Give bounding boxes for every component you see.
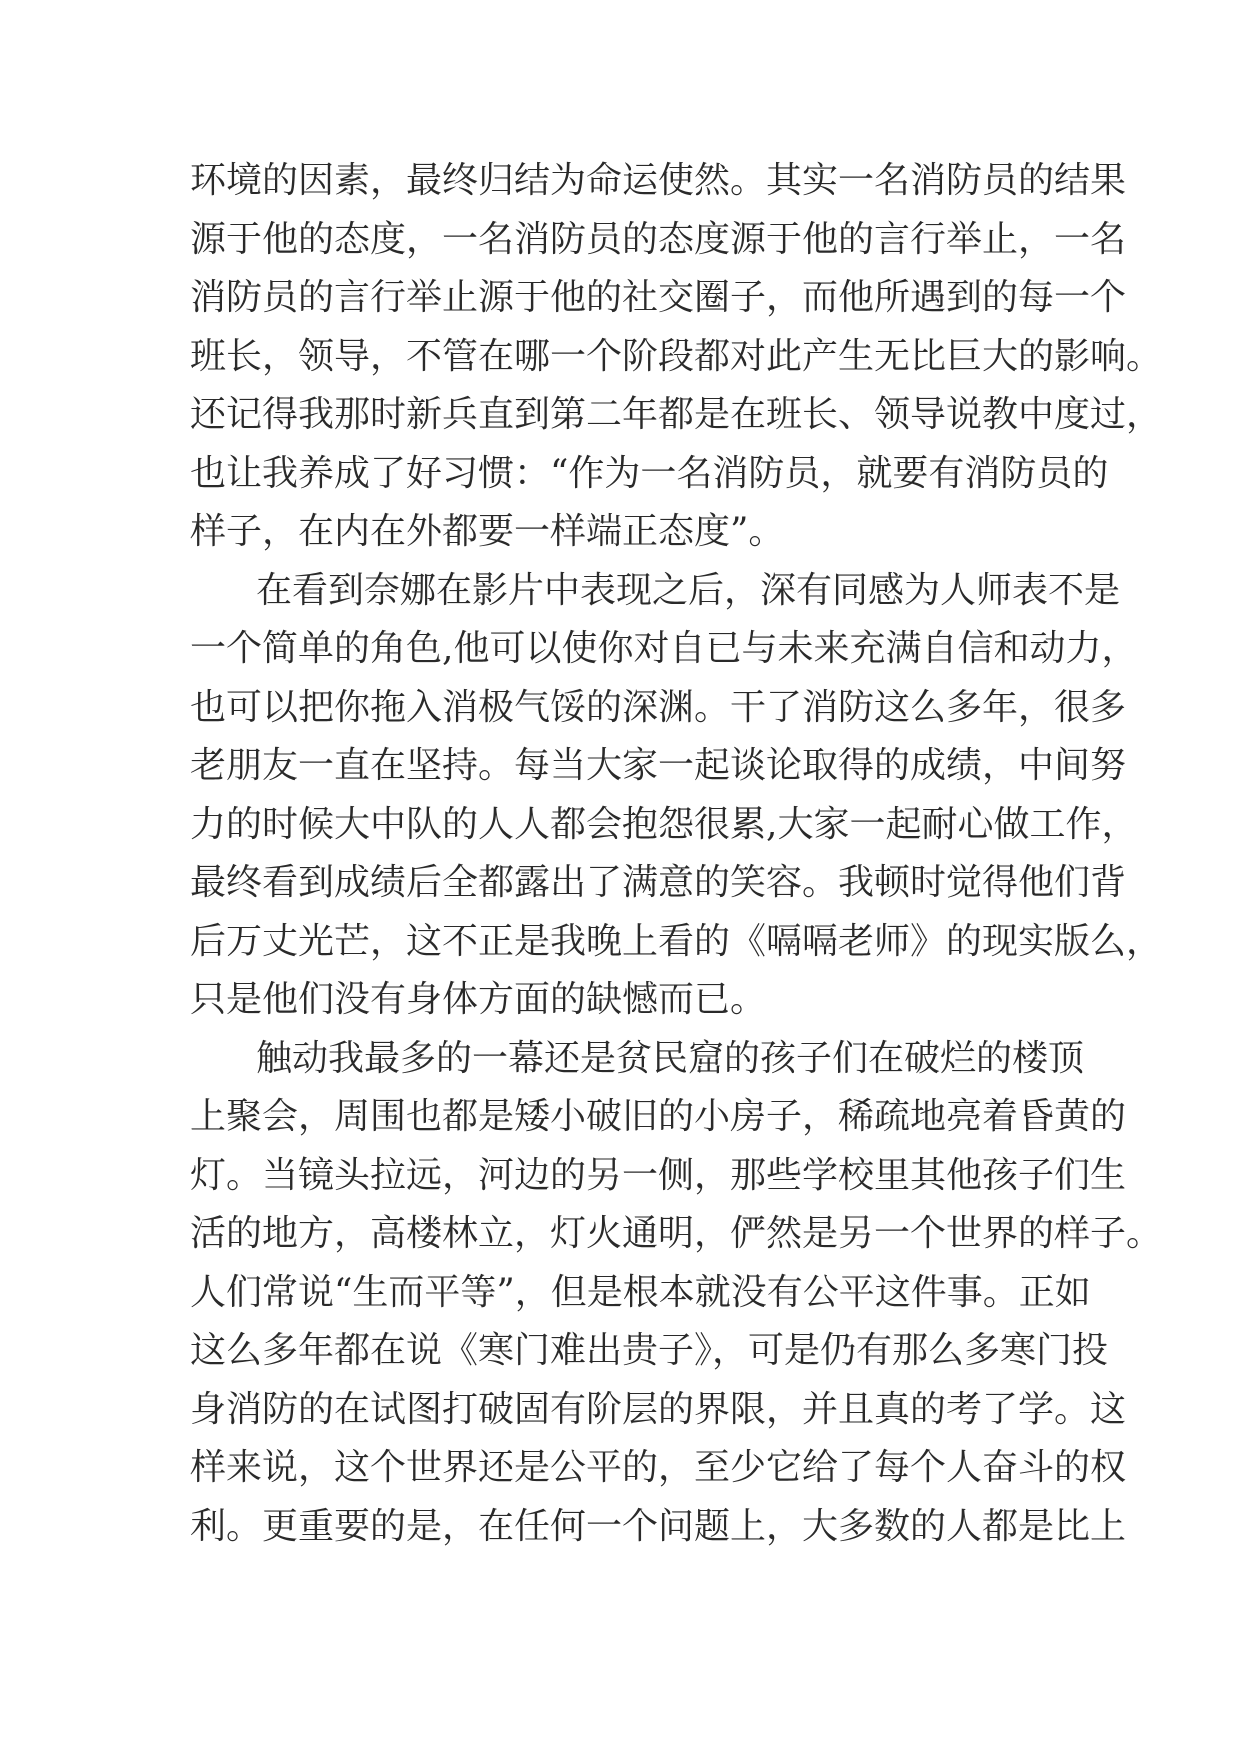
text-line: 身消防的在试图打破固有阶层的界限，并且真的考了学。这 <box>190 1388 1127 1430</box>
text-line: 也让我养成了好习惯：“作为一名消防员，就要有消防员的 <box>190 452 1109 494</box>
text-line: 环境的因素，最终归结为命运使然。其实一名消防员的结果 <box>190 160 1127 201</box>
text-line: 老朋友一直在坚持。每当大家一起谈论取得的成绩，中间努 <box>190 745 1127 786</box>
text-line: 最终看到成绩后全都露出了满意的笑容。我顿时觉得他们背 <box>190 862 1127 903</box>
body-text <box>190 152 1163 1556</box>
text-line: 触动我最多的一幕还是贫民窟的孩子们在破烂的楼顶 <box>256 1037 1085 1079</box>
text-line: 这么多年都在说《寒门难出贵子》，可是仍有那么多寒门投 <box>190 1330 1109 1371</box>
text-line: 活的地方，高楼林立，灯火通明，俨然是另一个世界的样子。 <box>190 1213 1163 1254</box>
text-line: 力的时候大中队的人人都会抱怨很累,大家一起耐心做工作， <box>190 803 1138 845</box>
text-line: 后万丈光芒，这不正是我晚上看的《嗝嗝老师》的现实版么， <box>190 920 1163 962</box>
text-line: 样子，在内在外都要一样端正态度”。 <box>190 511 785 552</box>
text-line: 一个简单的角色,他可以使你对自已与未来充满自信和动力， <box>190 628 1138 669</box>
text-line: 消防员的言行举止源于他的社交圈子，而他所遇到的每一个 <box>190 277 1127 318</box>
text-line: 样来说，这个世界还是公平的，至少它给了每个人奋斗的权 <box>190 1447 1127 1488</box>
text-line: 在看到奈娜在影片中表现之后，深有同感为人师表不是 <box>256 569 1121 611</box>
text-line: 人们常说“生而平等”，但是根本就没有公平这件事。正如 <box>190 1271 1091 1313</box>
text-line: 也可以把你拖入消极气馁的深渊。干了消防这么多年，很多 <box>190 686 1127 728</box>
text-line: 只是他们没有身体方面的缺憾而已。 <box>190 979 767 1020</box>
text-line: 利。更重要的是，在任何一个问题上，大多数的人都是比上 <box>190 1505 1127 1547</box>
text-line: 灯。当镜头拉远，河边的另一侧，那些学校里其他孩子们生 <box>190 1154 1127 1196</box>
text-line: 班长，领导，不管在哪一个阶段都对此产生无比巨大的影响。 <box>190 335 1163 377</box>
text-line: 源于他的态度，一名消防员的态度源于他的言行举止，一名 <box>190 218 1127 260</box>
text-line: 还记得我那时新兵直到第二年都是在班长、领导说教中度过， <box>190 394 1163 435</box>
text-line: 上聚会，周围也都是矮小破旧的小房子，稀疏地亮着昏黄的 <box>190 1096 1127 1137</box>
